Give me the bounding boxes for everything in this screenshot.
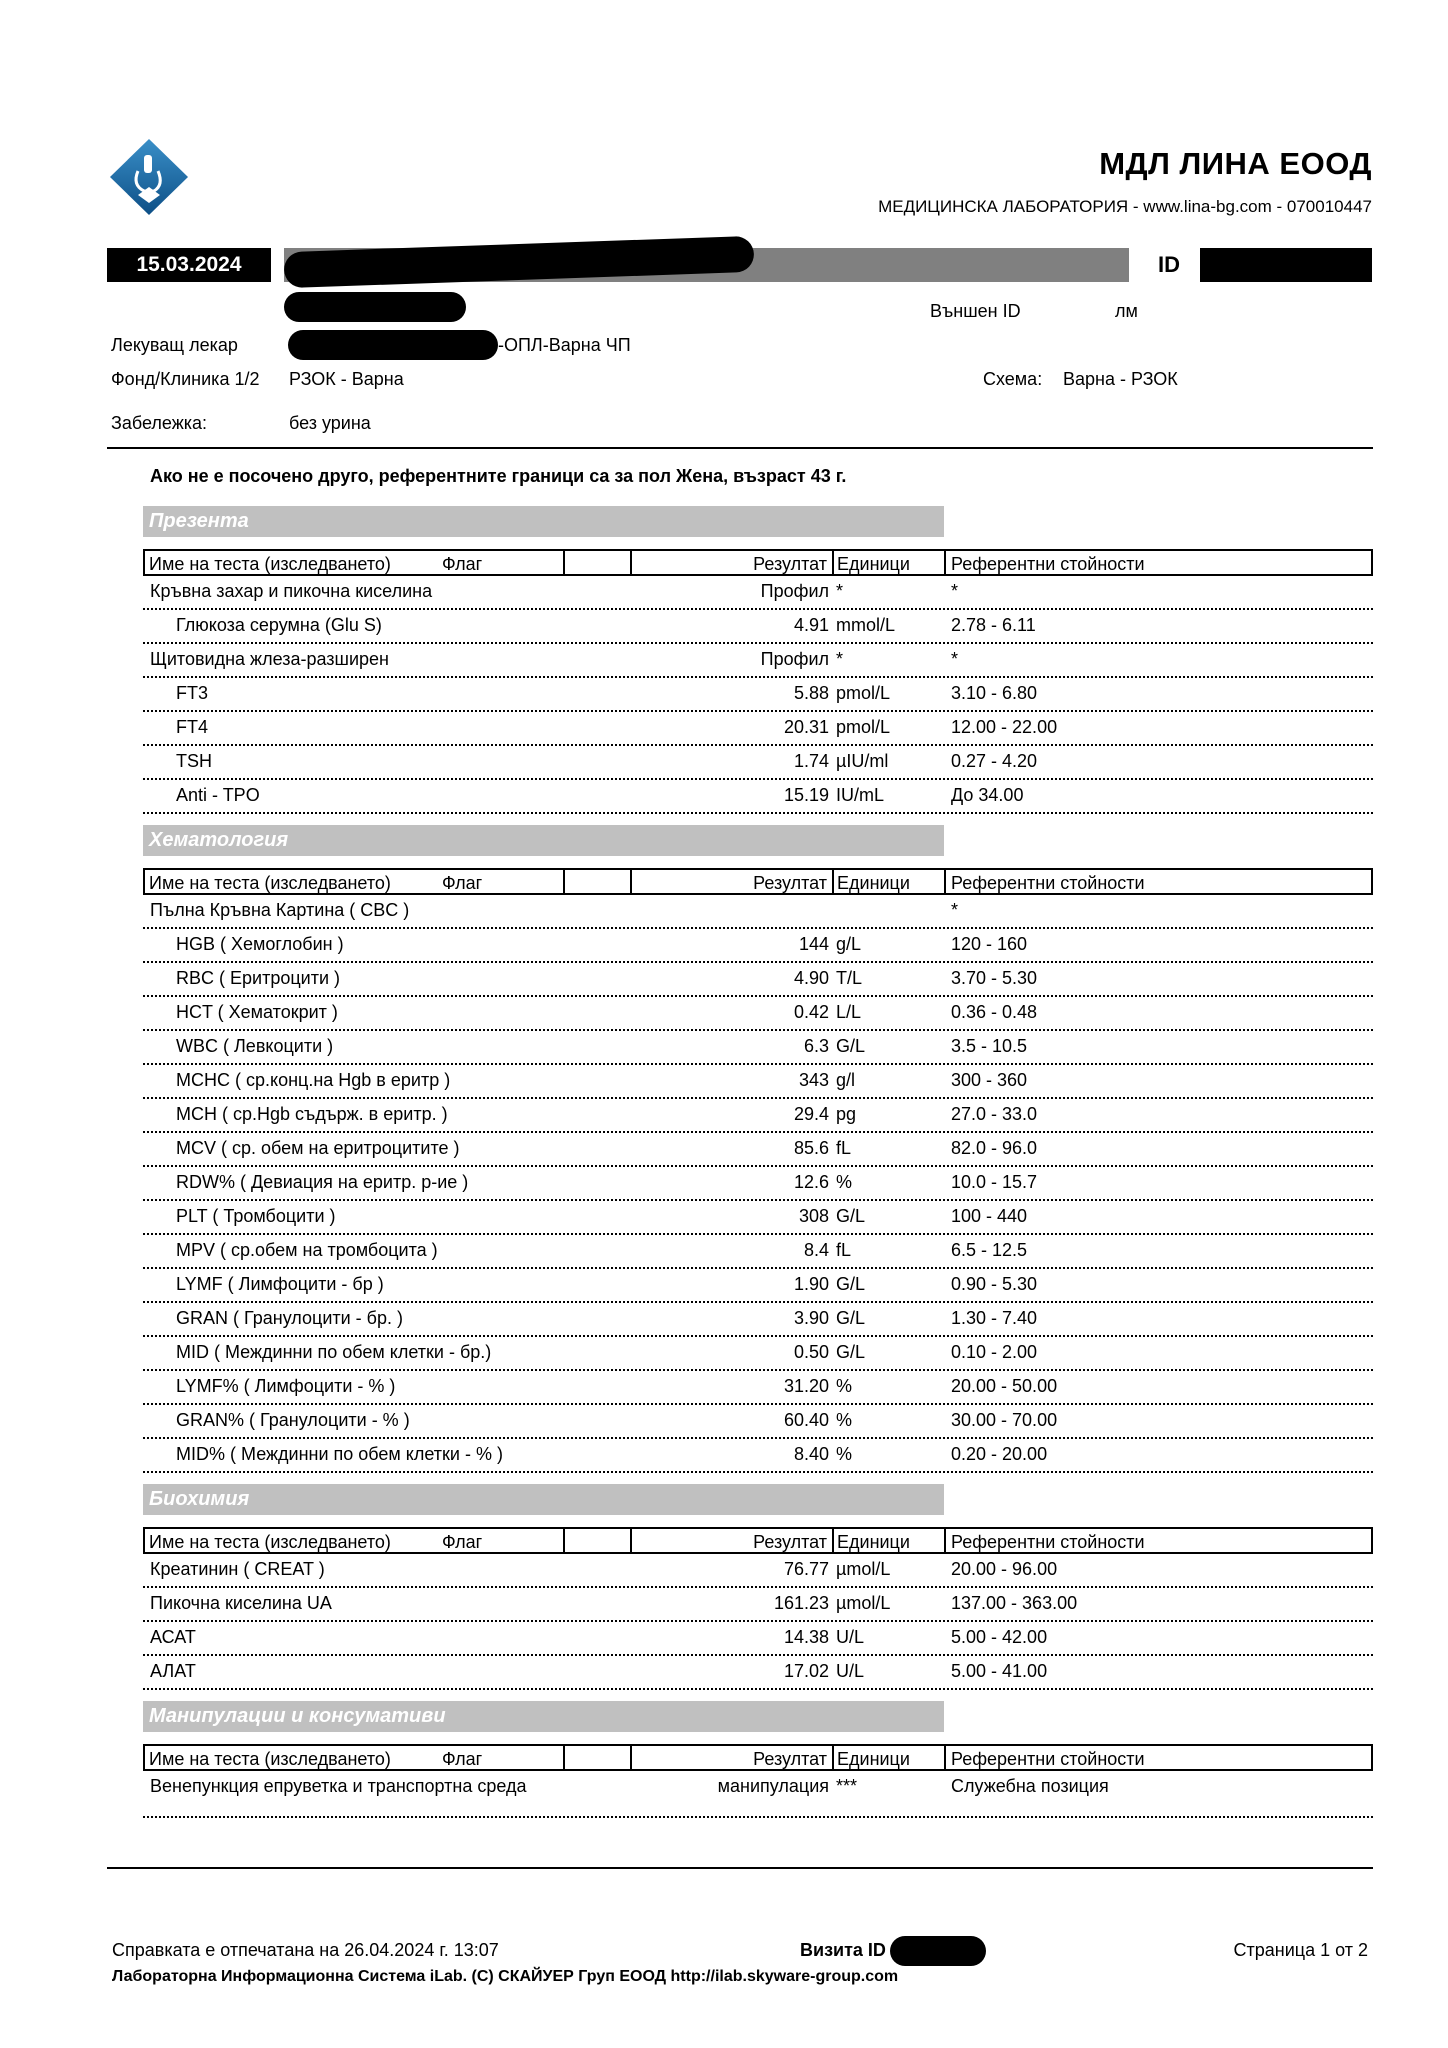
test-result: 8.40 — [793, 1444, 829, 1464]
scheme-label: Схема: — [983, 369, 1043, 389]
test-name: LYMF% ( Лимфоцити - % ) — [176, 1376, 396, 1396]
report-date: 15.03.2024 — [107, 248, 271, 282]
test-units: pmol/L — [836, 683, 891, 703]
external-id-label: Външен ID — [930, 301, 1021, 321]
table-row — [143, 895, 1373, 929]
col-name-header: Име на теста (изследването) — [149, 1532, 391, 1552]
column-divider — [563, 551, 565, 574]
test-name: RDW% ( Девиация на еритр. р-ие ) — [176, 1172, 469, 1192]
test-name: FT4 — [176, 717, 209, 737]
section-0 — [143, 506, 1373, 814]
test-name: АЛАТ — [150, 1661, 196, 1681]
table-row — [143, 1405, 1373, 1439]
test-result: 8.4 — [803, 1240, 829, 1260]
table-row — [143, 678, 1373, 712]
col-flag-header: Флаг — [442, 554, 483, 574]
test-units: *** — [836, 1776, 858, 1796]
test-result: 85.6 — [793, 1138, 829, 1158]
lab-subtitle: МЕДИЦИНСКА ЛАБОРАТОРИЯ - www.lina-bg.com - 070010447 — [878, 197, 1372, 216]
test-reference: 0.36 - 0.48 — [951, 1002, 1038, 1022]
column-divider — [563, 870, 565, 893]
redaction — [284, 292, 466, 322]
test-reference: 3.5 - 10.5 — [951, 1036, 1028, 1056]
test-result: 12.6 — [793, 1172, 829, 1192]
printed-timestamp: Справката е отпечатана на 26.04.2024 г. 13:07 — [112, 1940, 499, 1960]
test-units: % — [836, 1172, 853, 1192]
test-units: G/L — [836, 1274, 866, 1294]
test-reference: * — [951, 649, 959, 669]
column-divider — [630, 870, 632, 893]
test-units: U/L — [836, 1661, 865, 1681]
test-name: Кръвна захар и пикочна киселина — [150, 581, 433, 601]
table-row — [143, 1371, 1373, 1405]
section-3 — [143, 1701, 1373, 1818]
patient-id-redacted — [1200, 248, 1372, 282]
test-name: LYMF ( Лимфоцити - бр ) — [176, 1274, 384, 1294]
table-row — [143, 1133, 1373, 1167]
test-result: 144 — [798, 934, 829, 954]
test-name: Щитовидна жлеза-разширен — [150, 649, 390, 669]
test-reference: 27.0 - 33.0 — [951, 1104, 1038, 1124]
reference-note: Ако не е посочено друго, референтните граници са за пол Жена, възраст 43 г. — [150, 466, 847, 486]
test-result: 29.4 — [793, 1104, 829, 1124]
scheme-value: Варна - РЗОК — [1063, 369, 1178, 389]
test-result: 1.74 — [793, 751, 829, 771]
col-name-header: Име на теста (изследването) — [149, 873, 391, 893]
test-result: 15.19 — [783, 785, 829, 805]
col-name-header: Име на теста (изследването) — [149, 1749, 391, 1769]
table-row — [143, 1656, 1373, 1690]
test-units: mmol/L — [836, 615, 896, 635]
test-name: GRAN ( Гранулоцити - бр. ) — [176, 1308, 403, 1328]
divider — [107, 447, 1373, 449]
test-result: 76.77 — [783, 1559, 829, 1579]
test-units: fL — [836, 1138, 852, 1158]
lab-name: МДЛ ЛИНА ЕООД — [1099, 146, 1372, 181]
test-units: G/L — [836, 1308, 866, 1328]
test-result: 17.02 — [783, 1661, 829, 1681]
redaction — [288, 330, 498, 360]
col-ref-header: Референтни стойности — [951, 873, 1145, 893]
test-name: MCHC ( ср.конц.на Hgb в еритр ) — [176, 1070, 451, 1090]
remark-value: без урина — [289, 413, 371, 433]
test-units: L/L — [836, 1002, 862, 1022]
table-row — [143, 1065, 1373, 1099]
table-row — [143, 1622, 1373, 1656]
test-reference: 1.30 - 7.40 — [951, 1308, 1038, 1328]
col-units-header: Единици — [837, 1749, 910, 1769]
table-header — [143, 868, 1373, 895]
id-label: ID — [1158, 252, 1180, 277]
column-divider — [832, 1529, 834, 1552]
lab-logo — [108, 137, 190, 217]
test-reference: 0.27 - 4.20 — [951, 751, 1038, 771]
table-row — [143, 746, 1373, 780]
test-units: µIU/ml — [836, 751, 889, 771]
test-name: Anti - TPO — [176, 785, 260, 805]
section-title: Презента — [143, 506, 944, 537]
test-reference: * — [951, 581, 959, 601]
col-ref-header: Референтни стойности — [951, 1532, 1145, 1552]
column-divider — [630, 1529, 632, 1552]
test-units: G/L — [836, 1206, 866, 1226]
column-divider — [944, 870, 946, 893]
table-row — [143, 963, 1373, 997]
table-row — [143, 1303, 1373, 1337]
test-name: HCT ( Хематокрит ) — [176, 1002, 338, 1022]
test-reference: 2.78 - 6.11 — [951, 615, 1036, 635]
table-row — [143, 1588, 1373, 1622]
test-reference: 100 - 440 — [951, 1206, 1028, 1226]
test-reference: 3.70 - 5.30 — [951, 968, 1038, 988]
page-number: Страница 1 от 2 — [1233, 1940, 1368, 1960]
test-result: манипулация — [717, 1776, 829, 1796]
redaction — [890, 1936, 986, 1966]
table-row — [143, 1201, 1373, 1235]
col-result-header: Резултат — [753, 873, 827, 893]
test-units: * — [836, 649, 844, 669]
test-units: fL — [836, 1240, 852, 1260]
fund-label: Фонд/Клиника 1/2 — [111, 369, 260, 389]
table-row — [143, 929, 1373, 963]
test-name: MCV ( ср. обем на еритроцитите ) — [176, 1138, 460, 1158]
test-result: 4.90 — [793, 968, 829, 988]
col-result-header: Резултат — [753, 1532, 827, 1552]
doctor-label: Лекуващ лекар — [111, 335, 238, 355]
test-result: 308 — [798, 1206, 829, 1226]
test-units: % — [836, 1376, 853, 1396]
table-header — [143, 549, 1373, 576]
test-reference: Служебна позиция — [951, 1776, 1109, 1796]
test-units: IU/mL — [836, 785, 885, 805]
test-reference: 20.00 - 50.00 — [951, 1376, 1058, 1396]
col-flag-header: Флаг — [442, 1749, 483, 1769]
table-row — [143, 1167, 1373, 1201]
test-reference: 30.00 - 70.00 — [951, 1410, 1058, 1430]
table-row — [143, 576, 1373, 610]
test-name: MID ( Междинни по обем клетки - бр.) — [176, 1342, 492, 1362]
column-divider — [832, 1746, 834, 1769]
test-units: U/L — [836, 1627, 865, 1647]
test-result: 20.31 — [783, 717, 829, 737]
test-units: pmol/L — [836, 717, 891, 737]
test-name: WBC ( Левкоцити ) — [176, 1036, 334, 1056]
test-reference: 0.10 - 2.00 — [951, 1342, 1038, 1362]
section-title: Биохимия — [143, 1484, 944, 1515]
table-row — [143, 1269, 1373, 1303]
table-row — [143, 1771, 1373, 1818]
column-divider — [563, 1746, 565, 1769]
table-row — [143, 644, 1373, 678]
visit-id-label: Визита ID — [800, 1940, 886, 1960]
test-name: Глюкоза серумна (Glu S) — [176, 615, 382, 635]
table-row — [143, 712, 1373, 746]
test-result: 31.20 — [783, 1376, 829, 1396]
test-name: GRAN% ( Гранулоцити - % ) — [176, 1410, 410, 1430]
test-reference: 300 - 360 — [951, 1070, 1028, 1090]
test-units: * — [836, 581, 844, 601]
test-reference: 3.10 - 6.80 — [951, 683, 1038, 703]
test-name: PLT ( Тромбоцити ) — [176, 1206, 336, 1226]
fund-value: РЗОК - Варна — [289, 369, 404, 389]
column-divider — [944, 1529, 946, 1552]
table-header — [143, 1527, 1373, 1554]
column-divider — [944, 1746, 946, 1769]
test-units: G/L — [836, 1342, 866, 1362]
external-id-value: лм — [1115, 301, 1138, 321]
test-units: % — [836, 1444, 853, 1464]
table-row — [143, 1337, 1373, 1371]
test-result: 1.90 — [793, 1274, 829, 1294]
col-ref-header: Референтни стойности — [951, 1749, 1145, 1769]
test-result: 0.50 — [793, 1342, 829, 1362]
doctor-value: -ОПЛ-Варна ЧП — [498, 335, 631, 355]
test-reference: До 34.00 — [951, 785, 1024, 805]
test-result: Профил — [760, 581, 829, 601]
test-name: Пикочна киселина UA — [150, 1593, 332, 1613]
test-name: Венепункция епруветка и транспортна среда — [150, 1776, 527, 1796]
column-divider — [630, 1746, 632, 1769]
test-units: µmol/L — [836, 1593, 891, 1613]
remark-label: Забележка: — [111, 413, 208, 433]
test-reference: 0.90 - 5.30 — [951, 1274, 1038, 1294]
table-row — [143, 1235, 1373, 1269]
test-result: 161.23 — [773, 1593, 829, 1613]
test-name: TSH — [176, 751, 212, 771]
table-header — [143, 1744, 1373, 1771]
divider — [107, 1867, 1373, 1869]
test-units: G/L — [836, 1036, 866, 1056]
col-flag-header: Флаг — [442, 1532, 483, 1552]
test-reference: 6.5 - 12.5 — [951, 1240, 1028, 1260]
test-result: 4.91 — [793, 615, 829, 635]
test-name: MCH ( ср.Hgb съдърж. в еритр. ) — [176, 1104, 448, 1124]
test-units: g/L — [836, 934, 862, 954]
column-divider — [630, 551, 632, 574]
test-name: АСАТ — [150, 1627, 196, 1647]
results-sections — [143, 506, 1373, 1829]
test-result: 0.42 — [793, 1002, 829, 1022]
col-name-header: Име на теста (изследването) — [149, 554, 391, 574]
col-units-header: Единици — [837, 873, 910, 893]
col-units-header: Единици — [837, 554, 910, 574]
test-name: RBC ( Еритроцити ) — [176, 968, 340, 988]
test-units: µmol/L — [836, 1559, 891, 1579]
column-divider — [944, 551, 946, 574]
col-result-header: Резултат — [753, 554, 827, 574]
test-name: MPV ( ср.обем на тромбоцита ) — [176, 1240, 438, 1260]
test-units: pg — [836, 1104, 857, 1124]
test-result: 5.88 — [793, 683, 829, 703]
column-divider — [832, 870, 834, 893]
test-reference: 5.00 - 42.00 — [951, 1627, 1048, 1647]
test-name: MID% ( Междинни по обем клетки - % ) — [176, 1444, 503, 1464]
column-divider — [563, 1529, 565, 1552]
system-credit: Лабораторна Информационна Система iLab. (C) СКАЙУЕР Груп ЕООД http://ilab.skyware-group.com — [112, 1968, 899, 1985]
test-reference: 120 - 160 — [951, 934, 1028, 954]
section-title: Манипулации и консумативи — [143, 1701, 944, 1732]
col-flag-header: Флаг — [442, 873, 483, 893]
table-row — [143, 1439, 1373, 1473]
test-reference: 12.00 - 22.00 — [951, 717, 1058, 737]
table-row — [143, 1031, 1373, 1065]
test-result: 3.90 — [793, 1308, 829, 1328]
test-reference: 0.20 - 20.00 — [951, 1444, 1048, 1464]
table-row — [143, 997, 1373, 1031]
test-result: 14.38 — [783, 1627, 829, 1647]
column-divider — [832, 551, 834, 574]
test-reference: 20.00 - 96.00 — [951, 1559, 1058, 1579]
table-row — [143, 610, 1373, 644]
test-name: HGB ( Хемоглобин ) — [176, 934, 344, 954]
test-result: 60.40 — [783, 1410, 829, 1430]
test-name: FT3 — [176, 683, 209, 703]
test-units: % — [836, 1410, 853, 1430]
test-name: Креатинин ( CREAT ) — [150, 1559, 325, 1579]
test-result: 343 — [798, 1070, 829, 1090]
table-row — [143, 1554, 1373, 1588]
test-reference: * — [951, 900, 959, 920]
table-row — [143, 780, 1373, 814]
section-title: Хематология — [143, 825, 944, 856]
col-ref-header: Референтни стойности — [951, 554, 1145, 574]
col-result-header: Резултат — [753, 1749, 827, 1769]
table-row — [143, 1099, 1373, 1133]
test-result: Профил — [760, 649, 829, 669]
test-reference: 82.0 - 96.0 — [951, 1138, 1038, 1158]
section-1 — [143, 825, 1373, 1473]
test-result: 6.3 — [803, 1036, 829, 1056]
col-units-header: Единици — [837, 1532, 910, 1552]
test-name: Пълна Кръвна Картина ( CBC ) — [150, 900, 410, 920]
test-reference: 137.00 - 363.00 — [951, 1593, 1078, 1613]
test-reference: 10.0 - 15.7 — [951, 1172, 1038, 1192]
test-units: g/l — [836, 1070, 856, 1090]
test-units: T/L — [836, 968, 863, 988]
section-2 — [143, 1484, 1373, 1690]
test-reference: 5.00 - 41.00 — [951, 1661, 1048, 1681]
